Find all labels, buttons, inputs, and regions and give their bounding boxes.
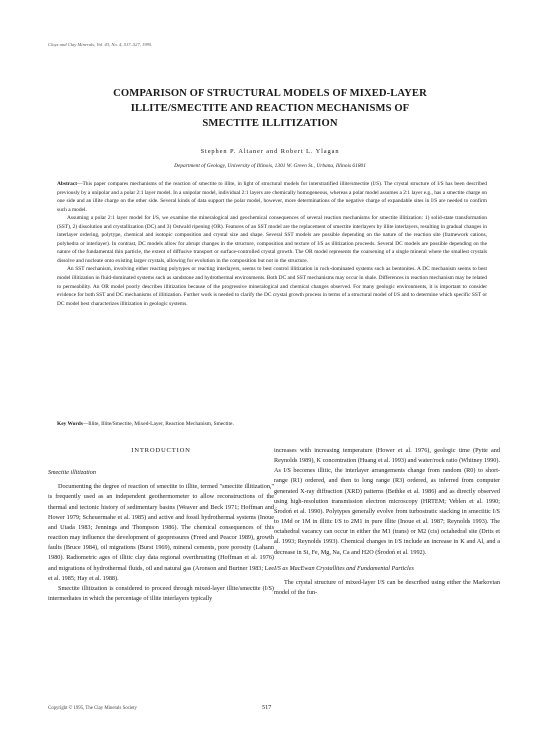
left-column <box>48 446 274 604</box>
right-column <box>274 446 500 598</box>
abstract-paragraph: An SST mechanism, involving either reacting polytypes or reacting interlayers, seems to best control illitization in rock-dominated systems such as bentonites. A DC mechanism seems to best model illitization in fluid-dominated systems such as sandstone and hydrothermal environments. Both DC and SST mechanisms may occur in shale. Differences in reaction mechanism may be related to permeability. An OR model poorly describes illitization because of the progressive mineralogical and chemical changes observed. For many geologic environments, it is important to consider evidence for both SST and DC mechanisms of illitization. Further work is needed to clarify the DC crystal growth process in terms of a structural model of I/S and to determine which specific SST or DC model best characterizes illitization in geologic systems. <box>57 266 487 307</box>
author-list: Stephen P. Altaner and Robert L. Ylagan <box>200 148 340 155</box>
body-paragraph: Documenting the degree of reaction of smectite to illite, termed "smectite illitization," is frequently used as an independent geothermometer to allow reconstructions of the thermal and tectonic history of sedimentary basins (Weaver and Beck 1971; Hoffman and Hower 1979; Scheuermahe et al. 1985) and active and fossil hydrothermal systems (Inoue and Utada 1983; Jennings and Thompson 1986). The chemical consequences of this reaction may influence the development of geopressures (Freed and Peacor 1989), growth faults (Bruce 1984), oil migrations (Burst 1969), mineral cements, pore porosity (Lahann 1980). Radiometric ages of illitic clay data regional overthrusting (Hoffman et al. 1976) and migrations of hydrothermal fluids, oil and natural gas (Aronson and Burtner 1983; Lee et al. 1985; Hay et al. 1988). <box>48 483 274 582</box>
journal-citation: Clays and Clay Minerals, Vol. 43, No. 4, 517–527, 1995. <box>48 42 153 47</box>
abstract-text: —This paper compares mechanisms of the reaction of smectite to illite, in light of structural models for interstratified illite/smectite (I/S). The crystal structure of I/S has been described previously by a unipolar and a polar 2:1 layer model. In a unipolar model, individual 2:1 layers are chemically homogeneous, whereas a polar model assumes a 2:1 layer e.g., has a smectite charge on one side and an illite charge on the other side. Several kinds of data support the polar model, however, more determinations of the negative charge of expandable sites in I/S are needed to confirm such a model. <box>57 181 487 213</box>
abstract-label: Abstract <box>57 181 78 187</box>
keywords-label: Key Words <box>57 421 83 427</box>
body-paragraph: increases with increasing temperature (Hower et al. 1976), geologic time (Pytte and Reynolds 1989), K concentration (Huang et al. 1993) and water/rock ratio (Whitney 1990). As I/S becomes illitic, the interlayer arrangements change from random (R0) to short-range (R1) ordered, and then to long range (R3) ordered, as inferred from computer generated X-ray diffraction (XRD) patterns (Bethke et al. 1986) and as directly observed using high-resolution transmission electron microscopy (HRTEM; Veblen et al. 1990; Środoń et al. 1990). Polytypes generally evolve from turbostratic stacking in smectitic I/S to 1Md or 1M in illitic I/S to 2M1 in pure illite (Inoue et al. 1987; Reynolds 1993). The octahedral vacancy can occur in either the M1 (trans) or M2 (cis) octahedral site (Drits et al. 1993; Reynolds 1993). Chemical changes in I/S include an increase in K and Al, and a decrease in Si, Fe, Mg, Na, Ca and H2O (Środoń et al. 1992). <box>274 447 500 556</box>
author-affiliation: Department of Geology, University of Illinois, 1301 W. Green St., Urbana, Illinois 61801 <box>174 163 366 169</box>
body-paragraph: Smectite illitization is considered to proceed through mixed-layer illite/smectite (I/S) intermediates in which the percentage of illite interlayers typically <box>48 584 274 603</box>
title-line: COMPARISON OF STRUCTURAL MODELS OF MIXED-LAYER <box>113 88 427 99</box>
abstract-paragraph <box>57 180 487 214</box>
title-line: SMECTITE ILLITIZATION <box>202 118 338 129</box>
subsection-heading: I/S as MacEwan Crystallites and Fundamental Particles <box>274 564 414 572</box>
subsection-heading: Smectite illitization <box>48 469 96 477</box>
body-paragraph: The crystal structure of mixed-layer I/S can be described using either the Markovian model of the fun- <box>274 578 500 597</box>
title-line: ILLITE/SMECTITE AND REACTION MECHANISMS OF <box>130 103 410 114</box>
page-number: 517 <box>262 704 272 711</box>
keywords <box>57 420 487 428</box>
keywords-text: —Illite, Illite/Smectite, Mixed-Layer, Reaction Mechanism, Smectite. <box>82 421 234 427</box>
abstract-paragraph: Assuming a polar 2:1 layer model for I/S, we examine the mineralogical and geochemical consequences of several reaction mechanisms for smectite illitization: 1) solid-state transformation (SST), 2) dissolution and crystallization (DC) and 3) Ostwald ripening (OR). Features of an SST model are the replacement of smectite interlayers by illite interlayers, resulting in gradual changes in interlayer ordering, polytype, chemical and isotopic composition and crystal size and shape. Several SST models are possible depending on the nature of the reaction site (framework cations, polyhedra or interlayer). In contrast, DC models allow for abrupt changes in the structure, composition and texture of I/S as illitization proceeds. Several DC models are possible depending on the nature of the fundamental thin particle, the extent of diffusive transport or surface-controlled crystal growth. The OR model represents the coarsening of a single mineral where the smallest crystals dissolve and nucleate onto existing larger crystals, allowing for evolution in the composition but not in the structure. <box>57 215 487 264</box>
article-title <box>60 86 480 131</box>
section-heading: INTRODUCTION <box>131 447 191 454</box>
abstract <box>57 180 487 308</box>
copyright-notice: Copyright © 1995, The Clay Minerals Society <box>48 706 137 711</box>
